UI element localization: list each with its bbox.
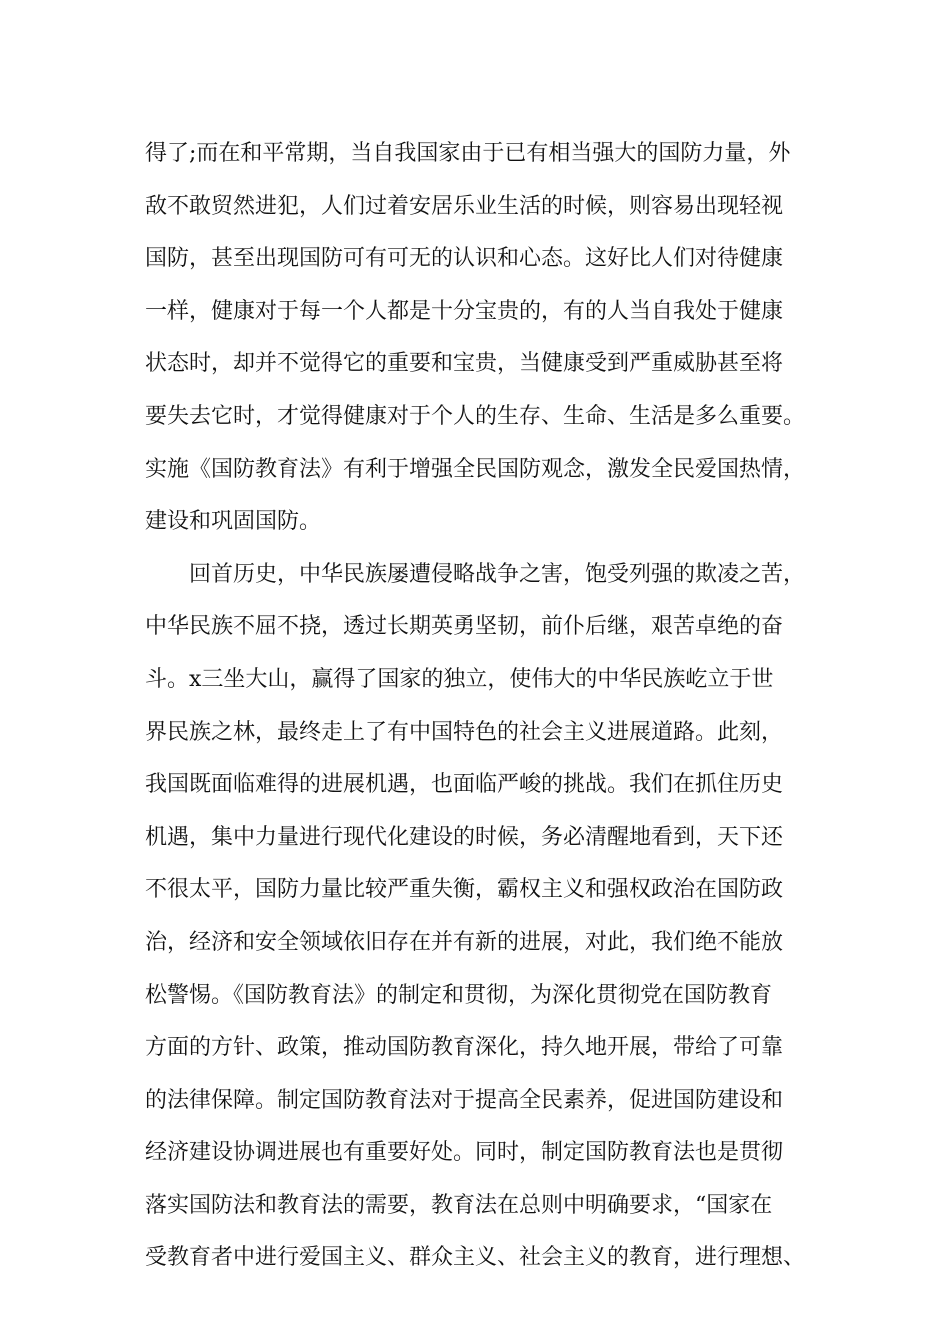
- text-line: 一样，健康对于每一个人都是十分宝贵的，有的人当自我处于健康: [145, 298, 784, 324]
- text-line: 受教育者中进行爱国主义、群众主义、社会主义的教育，进行理想、: [145, 1245, 806, 1271]
- text-line: 实施《国防教育法》有利于增强全民国防观念，激发全民爱国热情，: [145, 456, 806, 482]
- text-line: 建设和巩固国防。: [145, 509, 322, 535]
- text-line: 得了;而在和平常期，当自我国家由于已有相当强大的国防力量，外: [145, 141, 791, 166]
- text-line: 方面的方针、政策，推动国防教育深化，持久地开展，带给了可靠: [145, 1035, 784, 1061]
- body-text: [145, 128, 825, 1285]
- text-line: 中华民族不屈不挠，透过长期英勇坚韧，前仆后继，艰苦卓绝的奋: [145, 614, 784, 640]
- paragraph-1: [145, 128, 825, 549]
- text-line: 的法律保障。制定国防教育法对于提高全民素养，促进国防建设和: [145, 1087, 784, 1113]
- text-line: 我国既面临难得的进展机遇，也面临严峻的挑战。我们在抓住历史: [145, 772, 784, 798]
- paragraph-2: [145, 549, 825, 1285]
- text-line: 国防，甚至出现国防可有可无的认识和心态。这好比人们对待健康: [145, 246, 784, 272]
- text-line: 不很太平，国防力量比较严重失衡，霸权主义和强权政治在国防政: [145, 877, 784, 903]
- text-line: 松警惕。《国防教育法》的制定和贯彻，为深化贯彻党在国防教育: [145, 982, 773, 1008]
- text-line: 斗。x三坐大山，赢得了国家的独立，使伟大的中华民族屹立于世: [145, 666, 774, 692]
- text-line: 界民族之林，最终走上了有中国特色的社会主义进展道路。此刻，: [145, 719, 784, 745]
- text-line: 要失去它时，才觉得健康对于个人的生存、生命、生活是多么重要。: [145, 403, 806, 429]
- text-line: 治，经济和安全领域依旧存在并有新的进展，对此，我们绝不能放: [145, 929, 784, 955]
- text-line: 状态时，却并不觉得它的重要和宝贵，当健康受到严重威胁甚至将: [145, 351, 784, 377]
- text-line: 回首历史，中华民族屡遭侵略战争之害，饱受列强的欺凌之苦，: [189, 561, 806, 587]
- text-line: 机遇，集中力量进行现代化建设的时候，务必清醒地看到，天下还: [145, 824, 784, 850]
- text-line: 敌不敢贸然进犯，人们过着安居乐业生活的时候，则容易出现轻视: [145, 193, 784, 219]
- text-line: 经济建设协调进展也有重要好处。同时，制定国防教育法也是贯彻: [145, 1140, 784, 1166]
- text-line: 落实国防法和教育法的需要，教育法在总则中明确要求，“国家在: [145, 1192, 773, 1218]
